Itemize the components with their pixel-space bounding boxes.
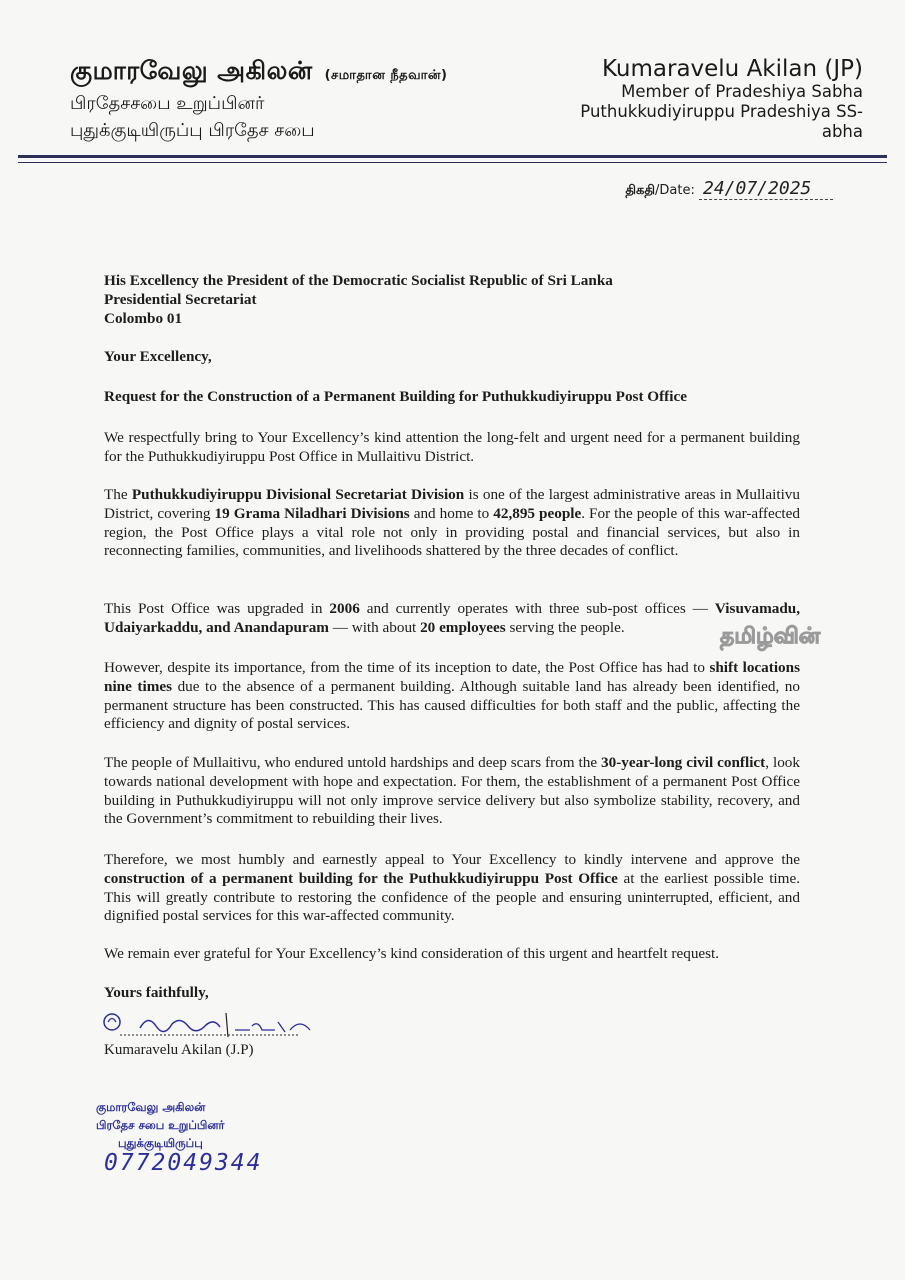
recipient-line1: His Excellency the President of the Democratic Socialist Republic of Sri Lanka	[104, 272, 613, 289]
official-stamp	[96, 1098, 225, 1152]
signer-name: Kumaravelu Akilan (J.P)	[104, 1042, 254, 1058]
signature-scribble	[100, 1010, 330, 1038]
date-field	[625, 178, 833, 200]
paragraph-3: This Post Office was upgraded in 2006 and currently operates with three sub-post offices — Visuvamadu, Udaiyarkaddu, and Anandapuram — with about 20 employees serving the people.	[104, 600, 801, 636]
paragraph-7: We remain ever grateful for Your Excellency’s kind consideration of this urgent and heartfelt request.	[104, 945, 720, 962]
letterhead-divider-thin	[18, 162, 887, 163]
letterhead-divider	[18, 155, 887, 158]
stamp-line1: குமாரவேலு அகிலன்	[96, 1100, 206, 1114]
paragraph-4: However, despite its importance, from the time of its inception to date, the Post Office has had to shift locations nine times due to the absence of a permanent building. Although suitable land has already been identified, no permanent structure has been constructed. This has caused difficulties for both staff and the public, affecting the efficiency and dignity of postal services.	[104, 659, 800, 733]
letterhead-tamil-name: குமாரவேலு அகிலன் (சமாதான நீதவான்)	[70, 56, 448, 85]
letterhead-tamil-title: (சமாதான நீதவான்)	[324, 68, 448, 83]
paragraph-2: The Puthukkudiyiruppu Divisional Secretariat Division is one of the largest administrative areas in Mullaitivu District, covering 19 Grama Niladhari Divisions and home to 42,895 people. For the people of this war-affected region, the Post Office plays a vital role not only in providing postal and financial services, but also in reconnecting families, communities, and livelihoods shattered by the three decades of conflict.	[104, 486, 800, 560]
subject-line: Request for the Construction of a Permanent Building for Puthukkudiyiruppu Post Office	[104, 388, 687, 405]
recipient-line3: Colombo 01	[104, 310, 183, 327]
letterhead-tamil-line2: புதுக்குடியிருப்பு பிரதேச சபை	[70, 120, 315, 141]
date-label-tamil: திகதி	[625, 183, 656, 198]
paragraph-5: The people of Mullaitivu, who endured untold hardships and deep scars from the 30-year-long civil conflict, look towards national development with hope and expectation. For them, the establishment of a permanent Post Office building in Puthukkudiyiruppu will not only improve service delivery but also symbolize stability, recovery, and the Government’s commitment to rebuilding their lives.	[104, 754, 800, 828]
letterhead-english-line1: Member of Pradeshiya Sabha	[621, 82, 863, 101]
closing: Yours faithfully,	[104, 984, 209, 1001]
letterhead-tamil-line1: பிரதேசசபை உறுப்பினர்	[70, 93, 265, 114]
salutation: Your Excellency,	[104, 348, 212, 365]
letterhead-tamil	[70, 56, 447, 143]
stamp-line2: பிரதேச சபை உறுப்பினர்	[96, 1118, 225, 1132]
paragraph-6: Therefore, we most humbly and earnestly appeal to Your Excellency to kindly intervene and approve the construction of a permanent building for the Puthukkudiyiruppu Post Office at the earliest possible time. This will greatly contribute to restoring the confidence of the people and ensuring uninterrupted, efficient, and dignified postal services for this war-affected community.	[104, 851, 801, 925]
watermark: தமிழ்வின்	[720, 624, 821, 649]
stamp-line3: புதுக்குடியிருப்பு	[118, 1136, 203, 1150]
phone-number: 0772049344	[104, 1150, 263, 1176]
date-value: 24/07/2025	[699, 178, 833, 200]
paragraph-1: We respectfully bring to Your Excellency’s kind attention the long-felt and urgent need for a permanent building for the Puthukkudiyiruppu Post Office in Mullaitivu District.	[104, 429, 800, 465]
letterhead-english-line3: abha	[821, 122, 863, 141]
letterhead-english-line2: Puthukkudiyiruppu Pradeshiya SS-	[580, 102, 863, 121]
recipient-address	[104, 271, 613, 328]
letterhead-english	[580, 56, 863, 142]
letterhead-english-name: Kumaravelu Akilan (JP)	[601, 56, 863, 82]
date-label: /Date:	[655, 183, 695, 198]
recipient-line2: Presidential Secretariat	[104, 291, 257, 308]
